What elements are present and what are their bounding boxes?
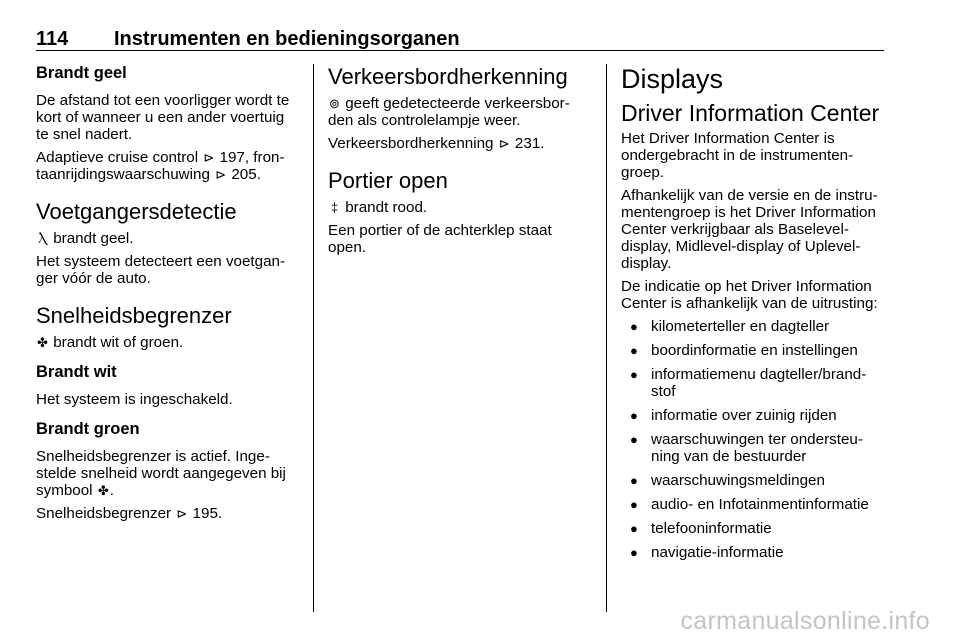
page-ref-icon: ⊳	[215, 167, 227, 182]
running-title: Instrumenten en bedieningsorganen	[114, 28, 460, 50]
heading-portier-open: Portier open	[328, 168, 448, 193]
heading-brandt-geel: Brandt geel	[36, 64, 127, 82]
pedestrian-icon: Ⲗ	[38, 231, 47, 246]
list-item: ● audio- en Infotainmentinformatie	[621, 496, 885, 513]
paragraph: Verkeersbordherkenning ⊳ 231.	[328, 135, 545, 152]
heading-driver-information-center: Driver Information Center	[621, 100, 880, 126]
heading-snelheidsbegrenzer: Snelheidsbegrenzer	[36, 303, 232, 328]
list-item: ● waarschuwingen ter ondersteuning van de bestuurder	[621, 431, 885, 465]
paragraph: Het Driver Information Center is ondergebracht in de instrumentengroep.	[621, 130, 854, 181]
heading-brandt-groen: Brandt groen	[36, 420, 140, 438]
heading-verkeersbordherkenning: Verkeersbordherkenning	[328, 64, 568, 89]
paragraph: De afstand tot een voorligger wordt te kort of wanneer u een ander voertuig te snel nadert.	[36, 92, 290, 143]
paragraph: Snelheidsbegrenzer ⊳ 195.	[36, 505, 223, 522]
page-header	[36, 28, 884, 51]
list-item: ● navigatie-informatie	[621, 544, 885, 561]
column-divider	[313, 64, 314, 612]
speed-limiter-icon: ✤	[97, 483, 109, 498]
door-open-icon: ‡	[330, 200, 339, 215]
paragraph: Een portier of de achterklep staat open.	[328, 222, 552, 256]
paragraph: ‡ brandt rood.	[328, 199, 590, 216]
paragraph: Het systeem is ingeschakeld.	[36, 391, 233, 408]
column-divider	[606, 64, 607, 612]
list-item: ● informatiemenu dagteller/brandstof	[621, 366, 885, 400]
paragraph: De indicatie op het Driver Information Center is afhankelijk van de uitrusting:	[621, 278, 878, 312]
paragraph: Snelheidsbegrenzer is actief. Ingestelde snelheid wordt aangegeven bij symbool ✤.	[36, 448, 286, 499]
bullet-list	[621, 318, 885, 561]
list-item: ● informatie over zuinig rijden	[621, 407, 885, 424]
heading-brandt-wit: Brandt wit	[36, 363, 117, 381]
column-right	[621, 64, 885, 568]
column-middle	[328, 64, 590, 262]
list-item: ● telefooninformatie	[621, 520, 885, 537]
list-item: ● boordinformatie en instellingen	[621, 342, 885, 359]
paragraph: ✤ brandt wit of groen.	[37, 334, 184, 351]
heading-displays: Displays	[621, 64, 724, 94]
page-number: 114	[36, 28, 69, 50]
paragraph: Afhankelijk van de versie en de instrumentengroep is het Driver Information Center verkrijgbaar als Baselevel-display, Midlevel-display of Uplevel-display.	[621, 187, 878, 272]
heading-voetgangersdetectie: Voetgangersdetectie	[36, 199, 237, 224]
page-ref-icon: ⊳	[176, 506, 188, 521]
list-item: ● waarschuwingsmeldingen	[621, 472, 885, 489]
paragraph: ⊚ geeft gedetecteerde verkeersborden als controlelampje weer.	[328, 95, 570, 129]
watermark: carmanualsonline.info	[680, 607, 930, 635]
column-left	[36, 64, 300, 528]
page-ref-icon: ⊳	[498, 136, 510, 151]
paragraph: Adaptieve cruise control ⊳ 197, frontaanrijdingswaarschuwing ⊳ 205.	[36, 149, 285, 183]
speed-limiter-icon: ✤	[37, 335, 48, 350]
list-item: ● kilometerteller en dagteller	[621, 318, 885, 335]
traffic-sign-icon: ⊚	[329, 96, 340, 111]
page-ref-icon: ⊳	[203, 150, 215, 165]
paragraph: Ⲗ brandt geel.	[36, 230, 300, 247]
paragraph: Het systeem detecteert een voetganger vóór de auto.	[36, 253, 286, 287]
